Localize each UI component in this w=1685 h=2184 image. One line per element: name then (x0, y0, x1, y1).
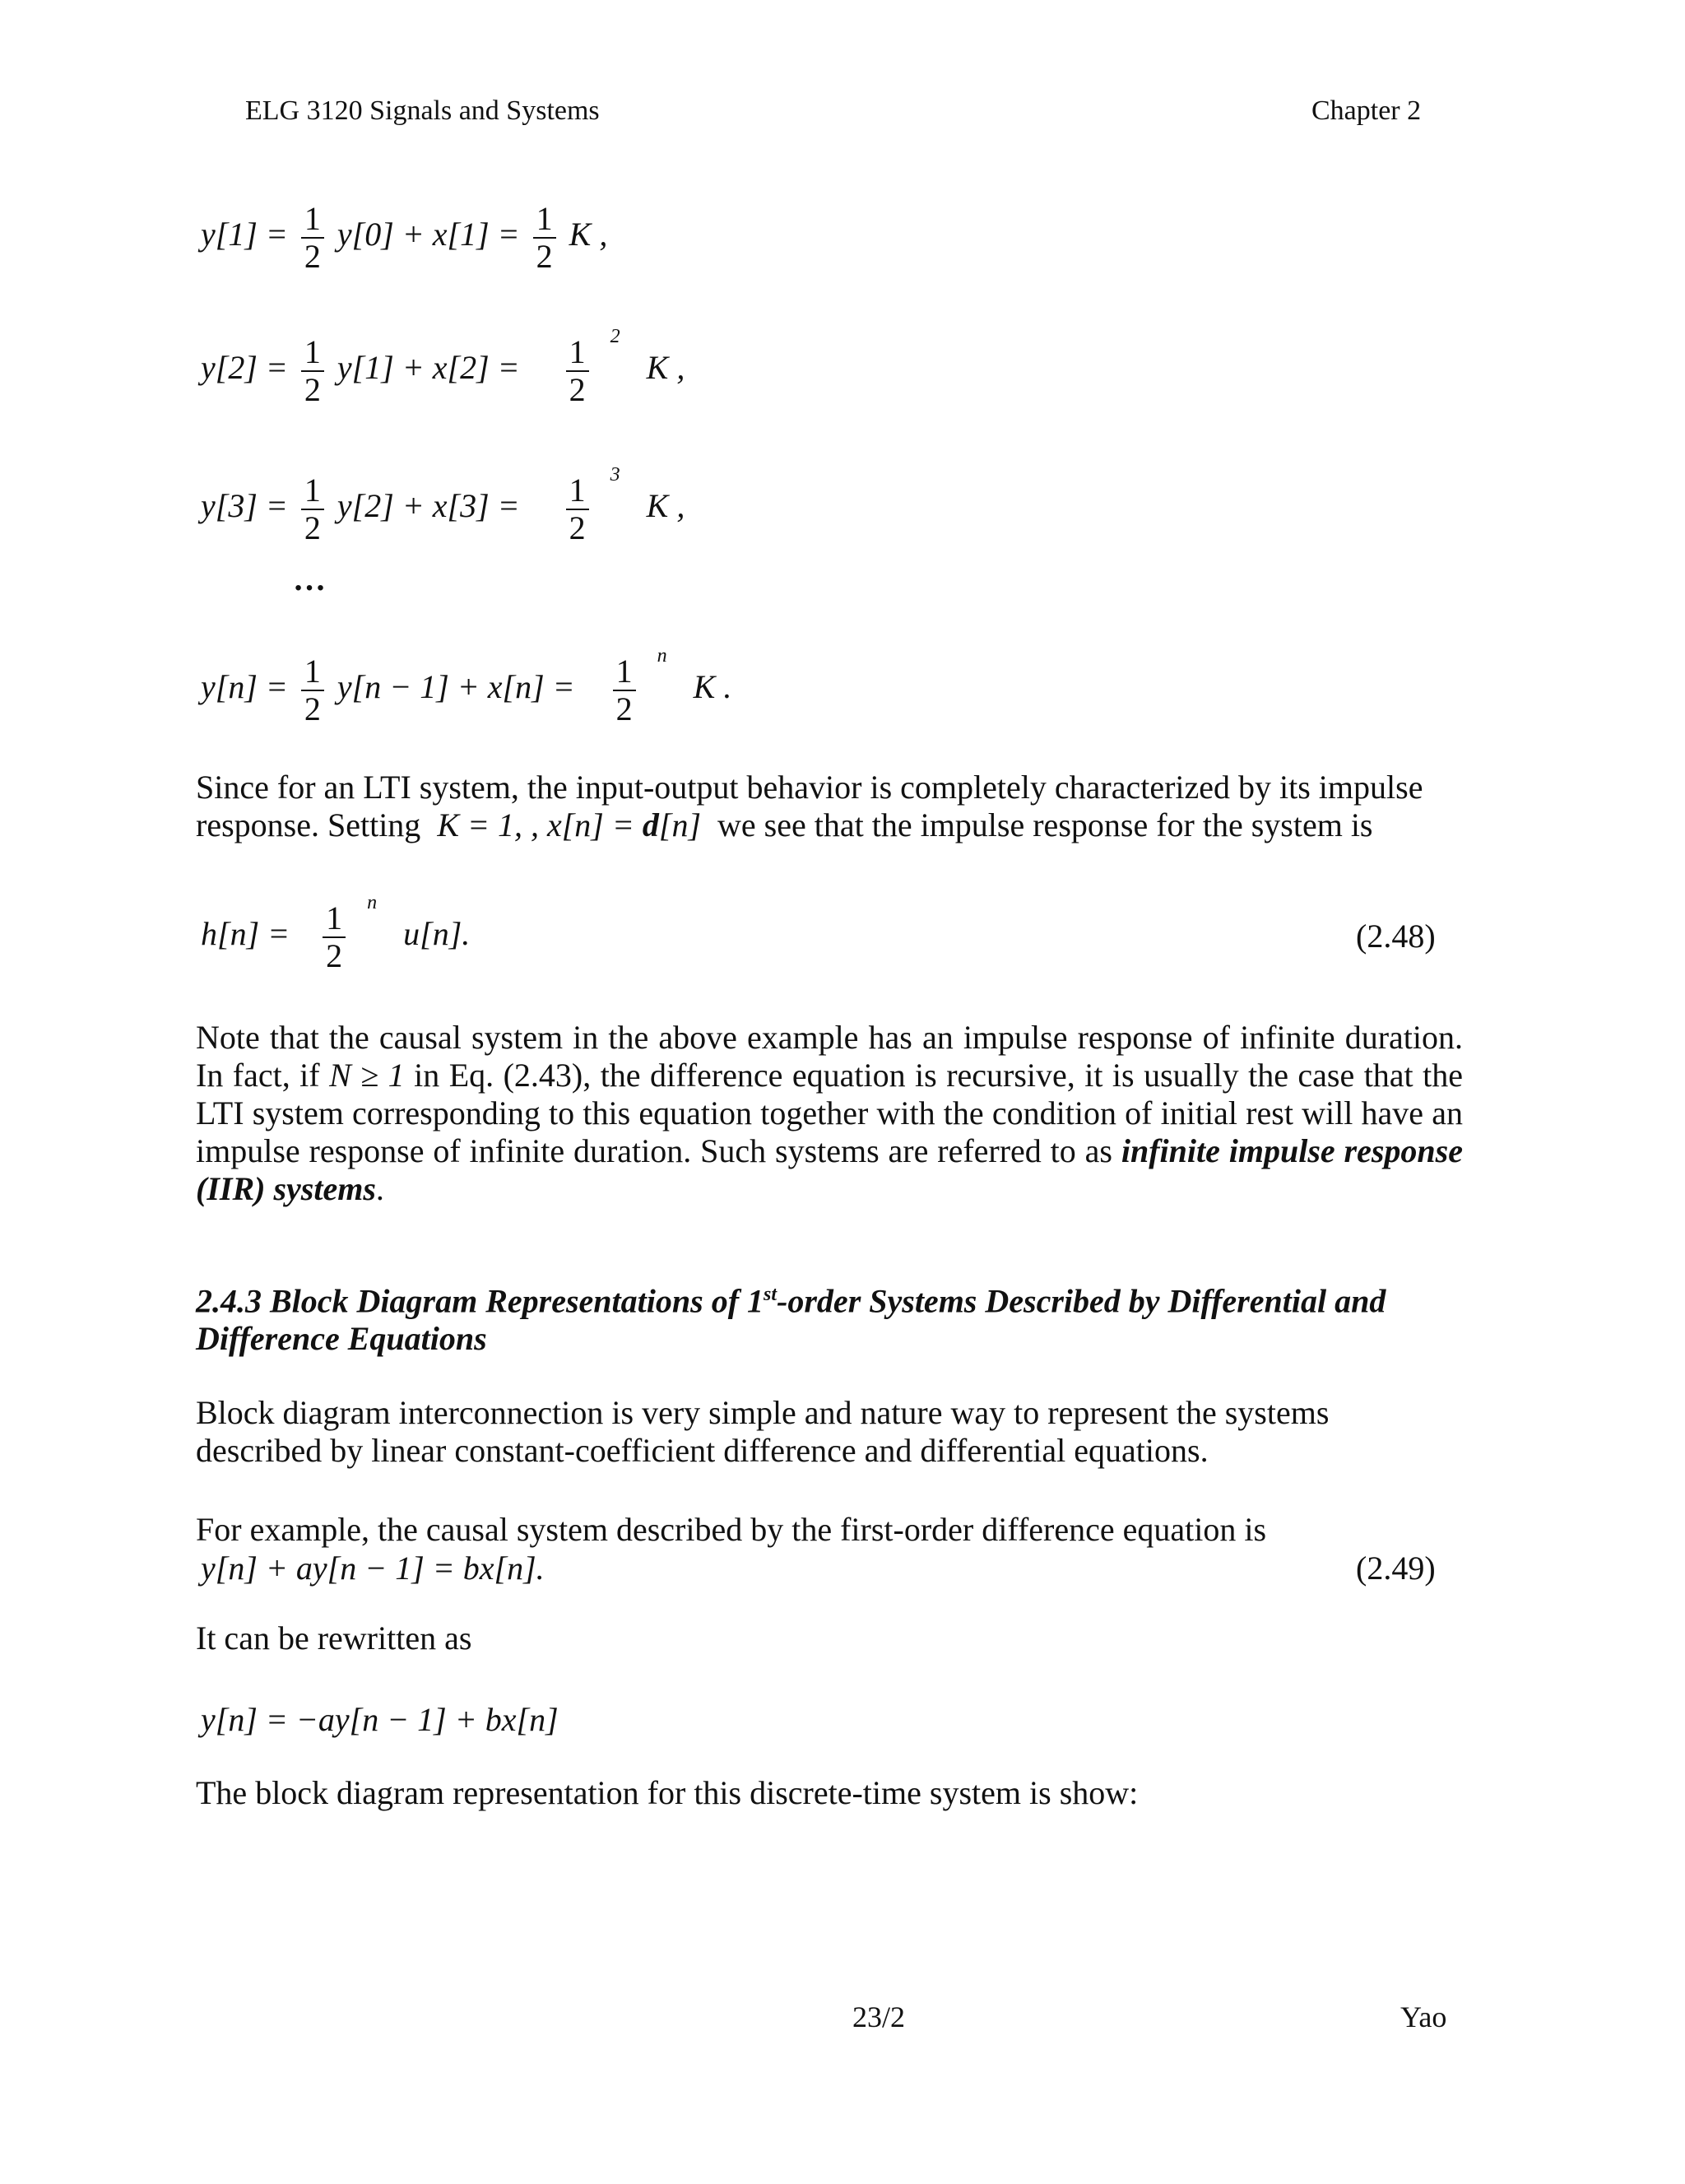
equation-number-2-48: (2.48) (1356, 918, 1436, 955)
equation-y1 (201, 202, 607, 273)
paragraph-iir: Note that the causal system in the above example has an impulse response of infinite duration. In fact, if N ≥ 1 in Eq. (2.43), the difference equation is recursive, it is usually the case that the LTI system corresponding to this equation together with the condition of initial rest will have an impulse response of infinite duration. Such systems are referred to as infinite impulse response (IIR) systems. (196, 1019, 1464, 1207)
eq-y3-rhs: K , (646, 487, 685, 525)
equation-y2 (201, 326, 685, 408)
fraction-half: $\frac{1}{2}$ (566, 474, 589, 545)
equation-number-2-49: (2.49) (1356, 1550, 1436, 1587)
eq-y3-exponent: 3 (610, 464, 620, 486)
paragraph-block-diagram-intro: Block diagram interconnection is very simple and nature way to represent the systems described by linear constant-coefficient difference and differential equations. (196, 1394, 1330, 1469)
inline-math-setting: K = 1, , x[n] = d[n] (437, 806, 702, 843)
fraction-half: $\frac{1}{2}$ (301, 655, 324, 726)
eq-yn-rhs: K . (693, 668, 732, 706)
section-heading-2-4-3: 2.4.3 Block Diagram Representations of 1st-order Systems Described by Differential and Difference Equations (196, 1282, 1386, 1358)
paragraph-line: response. Setting K = 1, , x[n] = d[n] we see that the impulse response for the system is (196, 806, 1373, 843)
fraction-half: $\frac{1}{2}$ (323, 902, 346, 973)
fraction-half: $\frac{1}{2}$ (301, 202, 324, 273)
eq248-exponent: n (367, 892, 378, 914)
inline-math-n-ge-1: N ≥ 1 (329, 1057, 405, 1094)
equation-2-49: y[n] + ay[n − 1] = bx[n]. (201, 1550, 545, 1587)
equation-yn (201, 645, 732, 727)
eq-y2-exponent: 2 (610, 326, 620, 348)
eq248-lhs: h[n] = (201, 915, 290, 953)
eq-y1-rhs: K , (569, 216, 608, 253)
eq-y2-rhs: K , (646, 349, 685, 387)
eq-y2-lhs: y[2] = (201, 349, 288, 387)
paragraph-lti-impulse (196, 769, 1463, 844)
paragraph-rewritten: It can be rewritten as (196, 1619, 472, 1657)
header-chapter: Chapter 2 (1311, 95, 1422, 126)
fraction-half: $\frac{1}{2}$ (301, 474, 324, 545)
header-course-title: ELG 3120 Signals and Systems (245, 95, 600, 126)
eq-y1-lhs: y[1] = (201, 216, 288, 253)
paragraph-example: For example, the causal system described by the first-order difference equation is (196, 1511, 1267, 1548)
delta-symbol: d (642, 806, 659, 843)
eq-yn-mid: y[n − 1] + x[n] = (337, 668, 575, 706)
paragraph-block-diagram-show: The block diagram representation for this discrete-time system is show: (196, 1774, 1139, 1811)
equation-y3 (201, 464, 685, 546)
fraction-half: $\frac{1}{2}$ (301, 336, 324, 407)
fraction-half: $\frac{1}{2}$ (566, 336, 589, 407)
paragraph-line: Since for an LTI system, the input-output behavior is completely characterized by its impulse (196, 769, 1423, 806)
equation-rewritten: y[n] = −ay[n − 1] + bx[n] (201, 1701, 559, 1738)
eq-y3-lhs: y[3] = (201, 487, 288, 525)
footer-page-number: 23/2 (852, 2000, 906, 2033)
eq-y2-mid: y[1] + x[2] = (337, 349, 520, 387)
equation-2-48 (201, 892, 471, 974)
term-iir-systems: infinite impulse response (IIR) systems (196, 1132, 1463, 1207)
footer-author: Yao (1400, 2000, 1447, 2033)
eq248-rhs: u[n]. (403, 915, 471, 953)
ellipsis: … (293, 560, 326, 597)
eq-yn-exponent: n (657, 645, 667, 667)
eq-yn-lhs: y[n] = (201, 668, 288, 706)
eq-y1-mid: y[0] + x[1] = (337, 216, 520, 253)
fraction-half: $\frac{1}{2}$ (613, 655, 636, 726)
fraction-half: $\frac{1}{2}$ (533, 202, 556, 273)
eq-y3-mid: y[2] + x[3] = (337, 487, 520, 525)
